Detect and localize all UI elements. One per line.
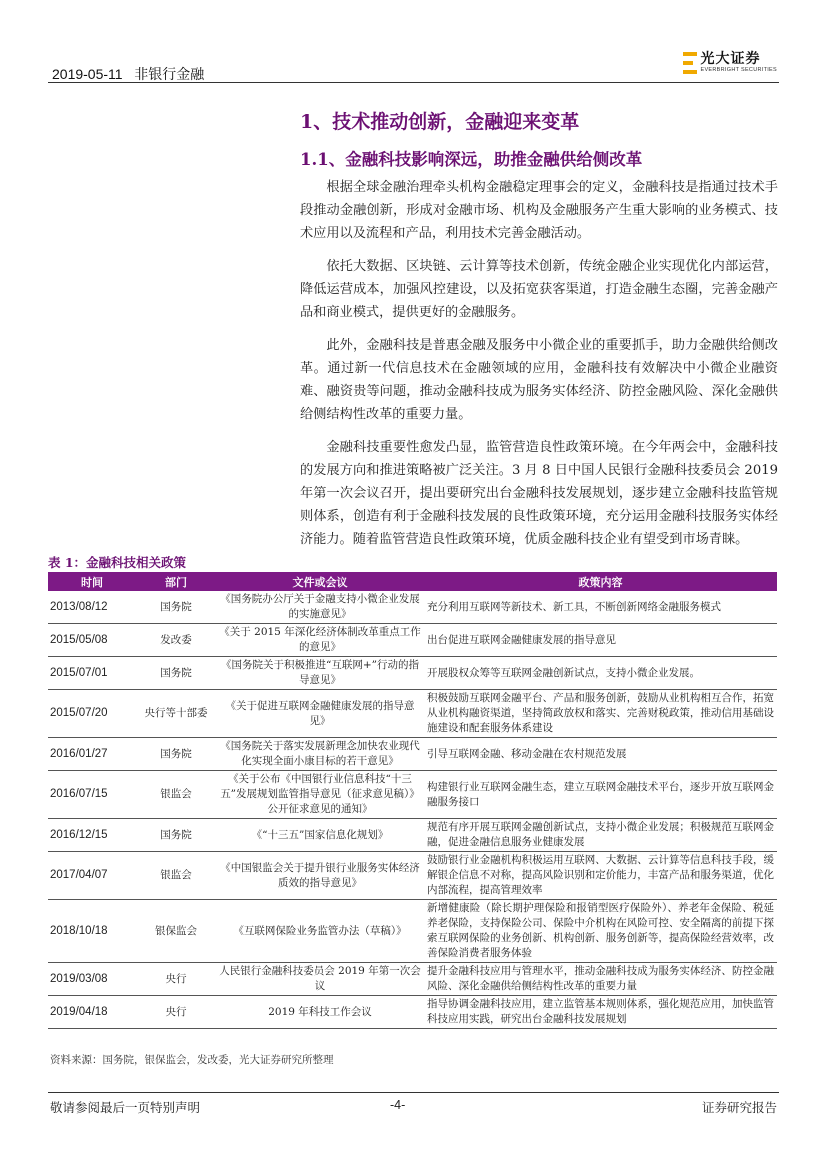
footer-disclaimer: 敬请参阅最后一页特别声明 [50, 1100, 201, 1115]
table-row [48, 690, 777, 738]
logo-name-cn: 光大证券 [700, 51, 761, 67]
paragraph: 此外，金融科技是普惠金融及服务中小微企业的重要抓手，助力金融供给侧改革。通过新一代信息技术在金融领域的应用，金融科技有效解决中小微企业融资难、融资贵等问题，推动金融科技成为服务实体经济、防控金融风险、深化金融供给侧结构性改革的重要力量。 [300, 338, 778, 422]
table-row [48, 657, 777, 690]
row-doc: 《关于 2015 年深化经济体制改革重点工作的意见》 [216, 624, 424, 657]
row-date: 2017/04/07 [48, 852, 136, 900]
row-doc: 《“十三五”国家信息化规划》 [216, 819, 424, 852]
row-doc: 《中国银监会关于提升银行业服务实体经济质效的指导意见》 [216, 852, 424, 900]
logo-name-en: EVERBRIGHT SECURITIES [700, 67, 777, 73]
row-dept: 央行 [136, 963, 216, 996]
table-row [48, 819, 777, 852]
col-header-doc: 文件或会议 [216, 572, 424, 591]
row-date: 2018/10/18 [48, 900, 136, 963]
table-header-row [48, 572, 777, 591]
row-content: 引导互联网金融、移动金融在农村规范发展 [424, 738, 777, 771]
table-source: 资料来源：国务院，银保监会，发改委，光大证券研究所整理 [50, 1054, 334, 1066]
row-dept: 央行 [136, 996, 216, 1029]
row-doc: 《关于促进互联网金融健康发展的指导意见》 [216, 690, 424, 738]
row-date: 2016/12/15 [48, 819, 136, 852]
row-dept: 国务院 [136, 738, 216, 771]
table-row [48, 738, 777, 771]
row-content: 充分利用互联网等新技术、新工具，不断创新网络金融服务模式 [424, 591, 777, 624]
table-row [48, 771, 777, 819]
row-date: 2015/05/08 [48, 624, 136, 657]
row-content: 指导协调金融科技应用，建立监管基本规则体系，强化规范应用，加快监管科技应用实践，研究出台金融科技发展规划 [424, 996, 777, 1029]
row-doc: 人民银行金融科技委员会 2019 年第一次会议 [216, 963, 424, 996]
paragraph: 根据全球金融治理牵头机构金融稳定理事会的定义，金融科技是指通过技术手段推动金融创新，形成对金融市场、机构及金融服务产生重大影响的业务模式、技术应用以及流程和产品，利用技术完善金融活动。 [300, 180, 778, 241]
row-dept: 银监会 [136, 852, 216, 900]
table-row [48, 852, 777, 900]
col-header-dept: 部门 [136, 572, 216, 591]
report-category: 非银行金融 [134, 66, 205, 82]
row-doc: 《国务院关于积极推进“互联网+”行动的指导意见》 [216, 657, 424, 690]
row-content: 鼓励银行业金融机构积极运用互联网、大数据、云计算等信息科技手段，缓解银企信息不对称，提高风险识别和定价能力，丰富产品和服务渠道，优化内部流程，提高管理效率 [424, 852, 777, 900]
row-content: 新增健康险（除长期护理保险和报销型医疗保险外）、养老年金保险、税延养老保险，支持保险公司、保险中介机构在风险可控、安全隔离的前提下探索互联网保险的业务创新、机构创新、服务创新等，提高保险经营效率，改善保险消费者服务体验 [424, 900, 777, 963]
row-dept: 国务院 [136, 591, 216, 624]
row-date: 2015/07/20 [48, 690, 136, 738]
row-content: 构建银行业互联网金融生态，建立互联网金融技术平台，逐步开放互联网金融服务接口 [424, 771, 777, 819]
report-header-date [52, 64, 204, 84]
row-dept: 央行等十部委 [136, 690, 216, 738]
row-doc: 《国务院办公厅关于金融支持小微企业发展的实施意见》 [216, 591, 424, 624]
row-doc: 《互联网保险业务监管办法（草稿）》 [216, 900, 424, 963]
report-date: 2019-05-11 [52, 66, 123, 82]
row-content: 规范有序开展互联网金融创新试点，支持小微企业发展；积极规范互联网金融，促进金融信息服务业健康发展 [424, 819, 777, 852]
row-date: 2015/07/01 [48, 657, 136, 690]
table-row [48, 900, 777, 963]
subsection-heading: 1.1、金融科技影响深远，助推金融供给侧改革 [300, 150, 643, 169]
row-doc: 2019 年科技工作会议 [216, 996, 424, 1029]
footer-report-type: 证券研究报告 [701, 1100, 777, 1115]
table-row [48, 591, 777, 624]
header-divider [48, 82, 779, 83]
table-row [48, 996, 777, 1029]
logo-mark-icon [683, 52, 697, 74]
row-date: 2013/08/12 [48, 591, 136, 624]
row-date: 2016/07/15 [48, 771, 136, 819]
col-header-content: 政策内容 [424, 572, 777, 591]
row-dept: 国务院 [136, 819, 216, 852]
table-row [48, 963, 777, 996]
row-date: 2019/03/08 [48, 963, 136, 996]
row-dept: 发改委 [136, 624, 216, 657]
row-dept: 银保监会 [136, 900, 216, 963]
paragraph: 金融科技重要性愈发凸显，监管营造良性政策环境。在今年两会中，金融科技的发展方向和推进策略被广泛关注。3 月 8 日中国人民银行金融科技委员会 2019 年第一次会议召开，提出要研究出台金融科技发展规划，逐步建立金融科技监管规则体系，创造有利于金融科技发展的良性政策环境，充分运用金融科技服务实体经济能力。随着监管营造良性政策环境，优质金融科技企业有望受到市场青睐。 [300, 440, 778, 547]
company-logo [683, 52, 778, 74]
row-dept: 国务院 [136, 657, 216, 690]
row-doc: 《关于公布《中国银行业信息科技“十三五”发展规划监管指导意见（征求意见稿）》公开征求意见的通知》 [216, 771, 424, 819]
row-date: 2016/01/27 [48, 738, 136, 771]
table-row [48, 624, 777, 657]
row-dept: 银监会 [136, 771, 216, 819]
page-number: -4- [390, 1098, 406, 1112]
row-content: 提升金融科技应用与管理水平，推动金融科技成为服务实体经济、防控金融风险、深化金融供给侧结构性改革的重要力量 [424, 963, 777, 996]
body-text [300, 176, 778, 561]
row-content: 积极鼓励互联网金融平台、产品和服务创新，鼓励从业机构相互合作，拓宽从业机构融资渠道，坚持简政放权和落实、完善财税政策，推动信用基础设施建设和配套服务体系建设 [424, 690, 777, 738]
table-caption: 表 1：金融科技相关政策 [48, 555, 187, 570]
paragraph: 依托大数据、区块链、云计算等技术创新，传统金融企业实现优化内部运营，降低运营成本，加强风控建设，以及拓宽获客渠道，打造金融生态圈，完善金融产品和商业模式，提供更好的金融服务。 [300, 259, 778, 320]
col-header-date: 时间 [48, 572, 136, 591]
row-content: 出台促进互联网金融健康发展的指导意见 [424, 624, 777, 657]
row-content: 开展股权众筹等互联网金融创新试点，支持小微企业发展。 [424, 657, 777, 690]
policy-table [48, 572, 777, 1029]
row-date: 2019/04/18 [48, 996, 136, 1029]
row-doc: 《国务院关于落实发展新理念加快农业现代化实现全面小康目标的若干意见》 [216, 738, 424, 771]
footer-divider [48, 1092, 779, 1093]
section-heading: 1、技术推动创新，金融迎来变革 [300, 111, 580, 133]
